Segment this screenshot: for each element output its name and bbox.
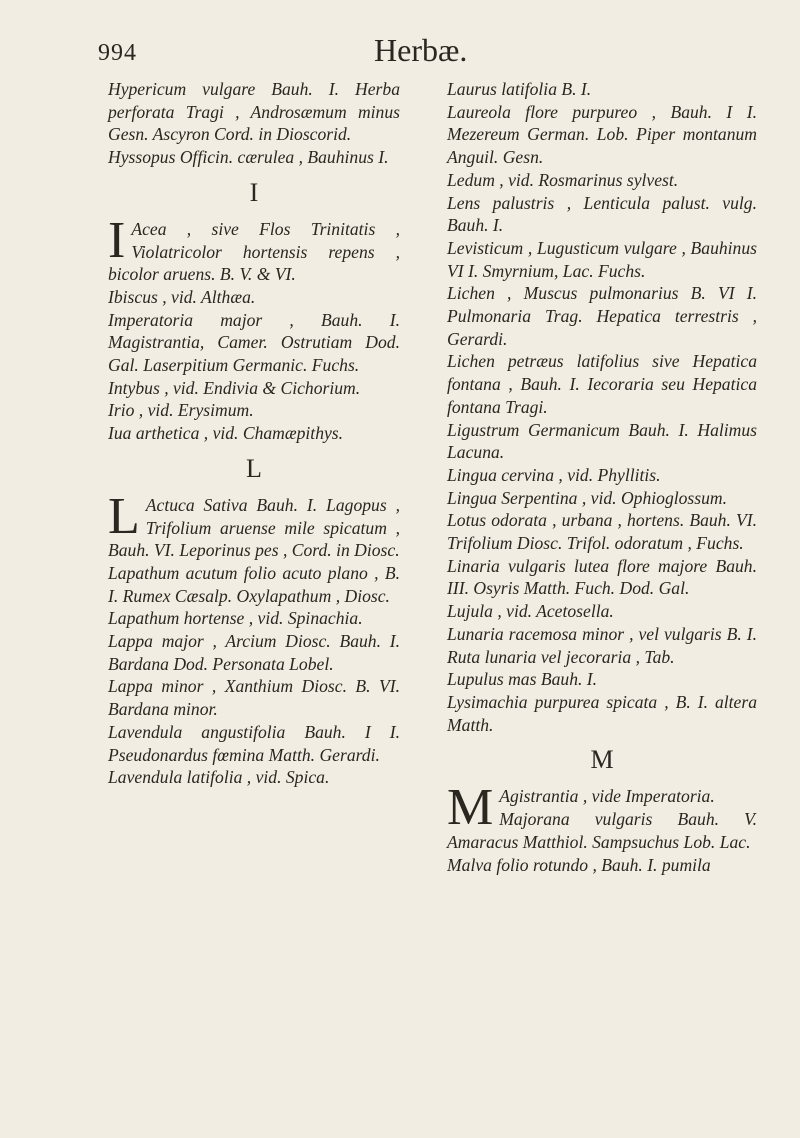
entry: Hypericum vulgare Bauh. I. Herba perforata Tragi , Androsæmum minus Gesn. Ascyron Cord. in Dioscorid. <box>108 79 400 145</box>
entry: Ledum , vid. Rosmarinus sylvest. <box>447 169 679 190</box>
entry: Lappa major , Arcium Diosc. Bauh. I. Bardana Dod. Personata Lobel. <box>108 631 400 674</box>
entry: Iua arthetica , vid. Chamæpithys. <box>108 423 344 444</box>
entry: Imperatoria major , Bauh. I. Magistrantia, Camer. Ostrutiam Dod. Gal. Laserpitium Germanic. Fuchs. <box>108 309 400 376</box>
drop-cap: M <box>447 779 494 837</box>
entry: Lichen , Muscus pulmonarius B. VI I. Pulmonaria Trag. Hepatica terrestris , Gerardi. <box>447 283 757 349</box>
entry: Lotus odorata , urbana , hortens. Bauh. VI. Trifolium Diosc. Trifol. odoratum , Fuchs. <box>447 510 757 554</box>
entry: Lujula , vid. Acetosella. <box>447 601 614 622</box>
entry: Lavendula angustifolia Bauh. I I. Pseudonardus fœmina Matth. Gerardi. <box>108 721 400 765</box>
entry-text: Agistrantia , vide Imperatoria. <box>499 786 715 807</box>
entry: Irio , vid. Erysimum. <box>108 400 254 421</box>
entry: Lichen petræus latifolius sive Hepatica fontana , Bauh. I. Iecoraria seu Hepatica fontana Tragi. <box>447 351 757 417</box>
entry: Lingua cervina , vid. Phyllitis. <box>447 464 661 485</box>
page-header <box>0 32 800 72</box>
section-heading-m: M <box>590 745 614 775</box>
drop-cap: I <box>108 211 126 269</box>
drop-cap: L <box>108 487 140 545</box>
entry: Lens palustris , Lenticula palust. vulg. Bauh. I. <box>447 192 757 236</box>
running-head: Herbæ. <box>374 32 468 68</box>
entry: Lapathum acutum folio acuto plano , B. I. Rumex Cæsalp. Oxylapathum , Diosc. <box>108 562 400 606</box>
entry: Levisticum , Lugusticum vulgare , Bauhinus VI I. Smyrnium, Lac. Fuchs. <box>447 237 757 281</box>
entry: Lingua Serpentina , vid. Ophioglossum. <box>447 487 728 508</box>
entry: Intybus , vid. Endivia & Cichorium. <box>108 377 361 398</box>
section-heading-l: L <box>246 453 262 483</box>
entry-text: Acea , sive Flos Trinitatis , Violatricolor hortensis repens , bicolor aruens. B. V. & VI. <box>108 218 400 285</box>
entry: Lappa minor , Xanthium Diosc. B. VI. Bardana minor. <box>108 676 400 720</box>
entry: Ligustrum Germanicum Bauh. I. Halimus Lacuna. <box>447 419 757 463</box>
entry: Laureola flore purpureo , Bauh. I I. Mezereum German. Lob. Piper montanum Anguil. Gesn. <box>447 101 757 168</box>
entry <box>108 211 400 286</box>
section-heading-i: I <box>249 177 259 207</box>
entry: Lysimachia purpurea spicata , B. I. altera Matth. <box>447 691 757 735</box>
entry-text: Actuca Sativa Bauh. I. Lagopus , Trifolium aruense mile spicatum , Bauh. VI. Leporinus pes , Cord. in Diosc. <box>108 494 400 561</box>
entry: Malva folio rotundo , Bauh. I. pumila <box>447 854 711 875</box>
left-column <box>108 78 400 789</box>
entry: Laurus latifolia B. I. <box>447 79 592 99</box>
entry <box>108 487 400 562</box>
entry: Lupulus mas Bauh. I. <box>447 669 598 690</box>
page-number: 994 <box>98 40 137 66</box>
entry: Majorana vulgaris Bauh. V. Amaracus Matthiol. Sampsuchus Lob. Lac. <box>447 809 757 852</box>
entry: Lapathum hortense , vid. Spinachia. <box>108 608 363 629</box>
entry: Linaria vulgaris lutea flore majore Bauh. III. Osyris Matth. Fuch. Dod. Gal. <box>447 555 757 599</box>
entry: Lunaria racemosa minor , vel vulgaris B. I. Ruta lunaria vel jecoraria , Tab. <box>447 623 757 667</box>
entry: Ibiscus , vid. Althæa. <box>108 286 256 307</box>
right-column <box>447 78 757 876</box>
entry: Hyssopus Officin. cærulea , Bauhinus I. <box>108 147 389 168</box>
entry: Lavendula latifolia , vid. Spica. <box>108 767 330 788</box>
